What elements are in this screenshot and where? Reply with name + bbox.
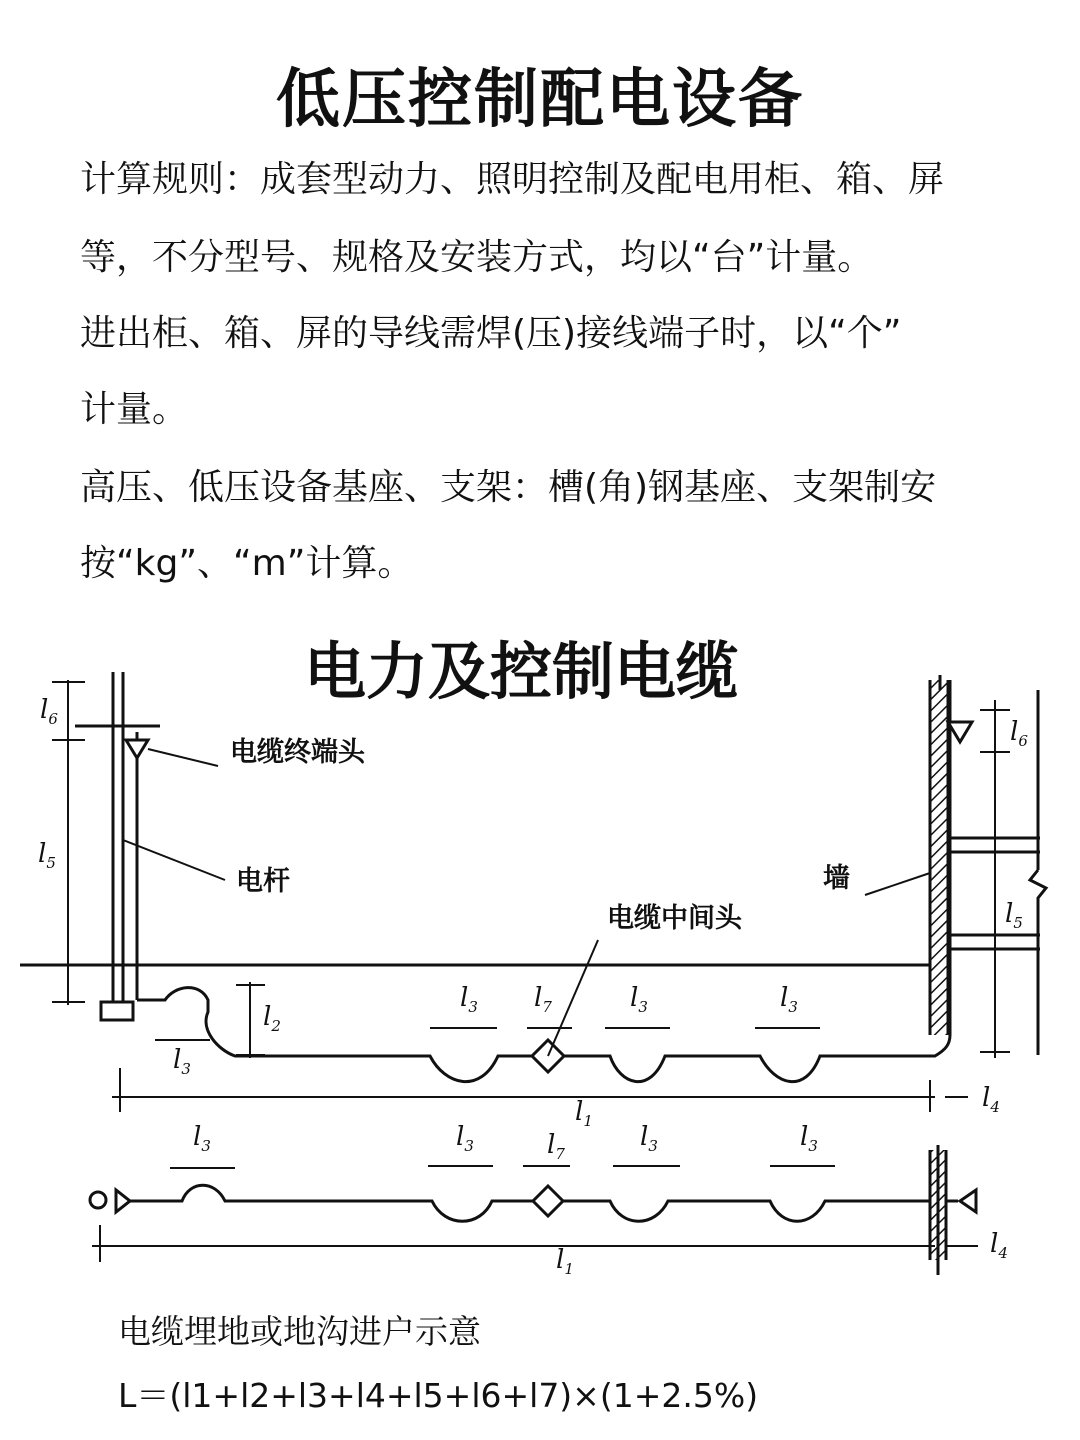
dim-l5-left: $l_5$ [38,839,56,872]
dim-l3-d: $l_3$ [780,983,798,1016]
cable-terminal-icon [126,740,148,758]
wall-hatch [930,680,948,1035]
dim-l6-right: $l_6$ [1010,717,1028,750]
label-cable-terminal: 电缆终端头 [230,737,365,768]
dim-l5-right: $l_5$ [1005,899,1023,932]
cable-routing-diagram [0,600,1080,1300]
wall-terminal-icon [948,722,972,742]
rule-line-4: 计量。 [80,389,189,430]
dim-l4-upper: $l_4$ [982,1083,1000,1116]
dim-l2: $l_2$ [263,1002,281,1035]
label-wall: 墙 [823,863,850,894]
dim-l3-g: $l_3$ [640,1122,658,1155]
section-title-low-voltage: 低压控制配电设备 [276,63,804,137]
dim-l4-plan: $l_4$ [990,1229,1008,1262]
dim-l7-a: $l_7$ [534,983,552,1016]
plan-terminal-right [960,1190,976,1212]
dim-l6-left: $l_6$ [40,695,58,728]
rule-line-2: 等，不分型号、规格及安装方式，均以“台”计量。 [80,237,874,278]
plan-terminal-left [116,1190,130,1212]
rule-line-5: 高压、低压设备基座、支架：槽(角)钢基座、支架制安 [80,467,937,508]
length-formula: L＝(l1+l2+l3+l4+l5+l6+l7)×(1+2.5%) [118,1376,759,1415]
dim-l3-c: $l_3$ [630,983,648,1016]
dim-l3-f: $l_3$ [456,1122,474,1155]
dim-l3-h: $l_3$ [800,1122,818,1155]
rule-line-6: 按“kg”、“m”计算。 [80,543,414,584]
rule-line-3: 进出柜、箱、屏的导线需焊(压)接线端子时，以“个” [80,313,902,354]
rule-line-1: 计算规则：成套型动力、照明控制及配电用柜、箱、屏 [80,159,945,200]
label-cable-joint: 电缆中间头 [607,903,742,934]
plan-pole-circle [90,1192,106,1208]
dim-l3-a: $l_3$ [173,1045,191,1078]
dim-l1-plan: $l_1$ [556,1245,574,1278]
dim-l1-upper: $l_1$ [575,1097,593,1130]
dim-l3-b: $l_3$ [460,983,478,1016]
diagram-caption: 电缆埋地或地沟进户示意 [118,1312,481,1351]
pole-base [101,1002,133,1020]
dim-l7-b: $l_7$ [547,1130,565,1163]
section-title-cables: 电力及控制电缆 [303,635,739,708]
label-pole: 电杆 [236,866,290,897]
cable-joint-plan [533,1186,563,1216]
dim-l3-e: $l_3$ [193,1122,211,1155]
